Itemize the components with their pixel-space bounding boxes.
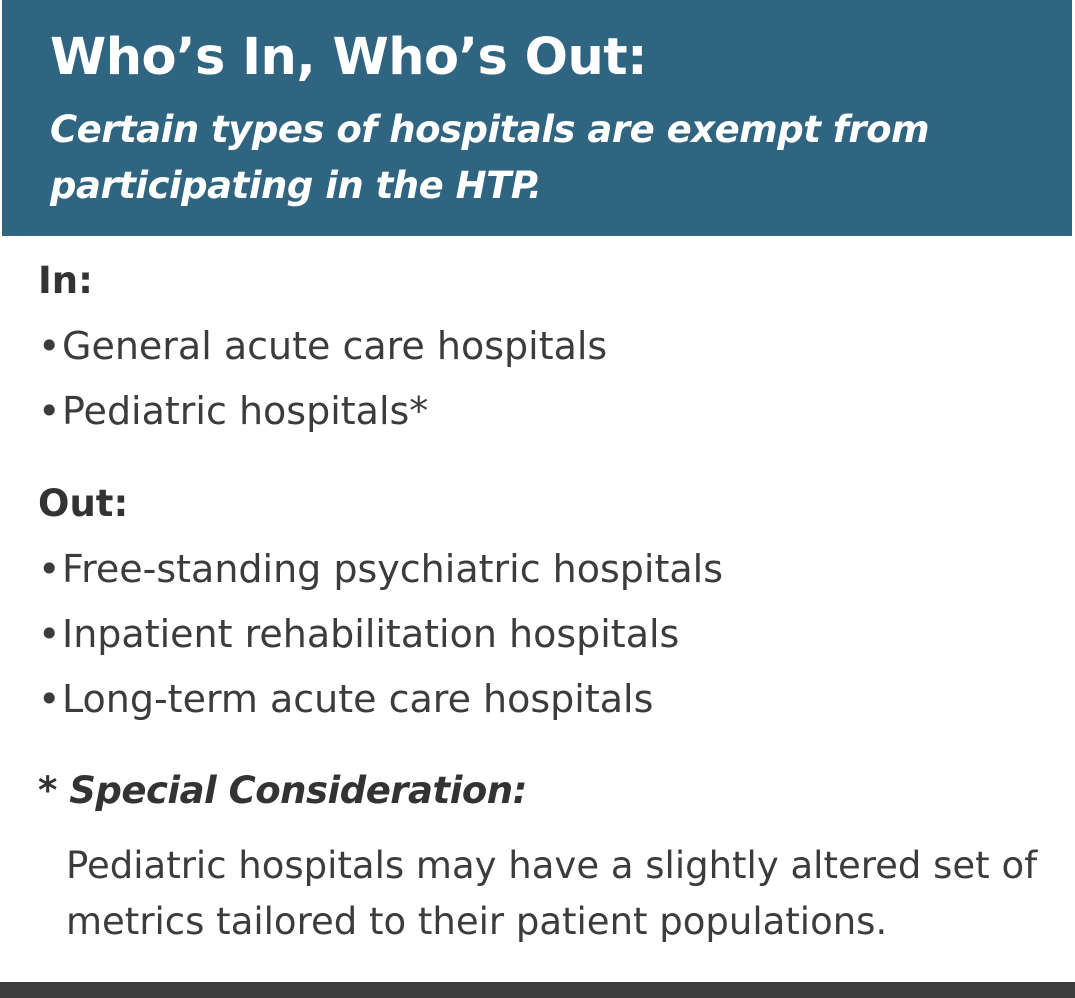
special-consideration-text: Pediatric hospitals may have a slightly altered set of metrics tailored to their patient populations.	[66, 844, 1038, 943]
list-item-label: Long-term acute care hospitals	[62, 677, 654, 721]
list-item	[38, 537, 723, 602]
bottom-divider	[0, 982, 1075, 998]
page-subtitle: Certain types of hospitals are exempt from participating in the HTP.	[50, 108, 930, 207]
list-item	[38, 667, 723, 732]
list-item	[38, 379, 607, 444]
list-item-label: Inpatient rehabilitation hospitals	[62, 612, 680, 656]
bullet-icon: •	[38, 612, 61, 656]
list-item-label: General acute care hospitals	[62, 324, 608, 368]
out-section-heading: Out:	[38, 482, 129, 525]
page-title: Who’s In, Who’s Out:	[50, 28, 648, 87]
in-list	[38, 314, 607, 444]
in-section-heading: In:	[38, 259, 93, 302]
list-item-label: Pediatric hospitals*	[62, 389, 429, 433]
list-item	[38, 314, 607, 379]
list-item	[38, 602, 723, 667]
special-consideration-heading: * Special Consideration:	[38, 769, 527, 812]
out-list	[38, 537, 723, 732]
header-banner	[2, 0, 1072, 236]
bullet-icon: •	[38, 547, 61, 591]
bullet-icon: •	[38, 324, 61, 368]
list-item-label: Free-standing psychiatric hospitals	[62, 547, 724, 591]
bullet-icon: •	[38, 677, 61, 721]
bullet-icon: •	[38, 389, 61, 433]
